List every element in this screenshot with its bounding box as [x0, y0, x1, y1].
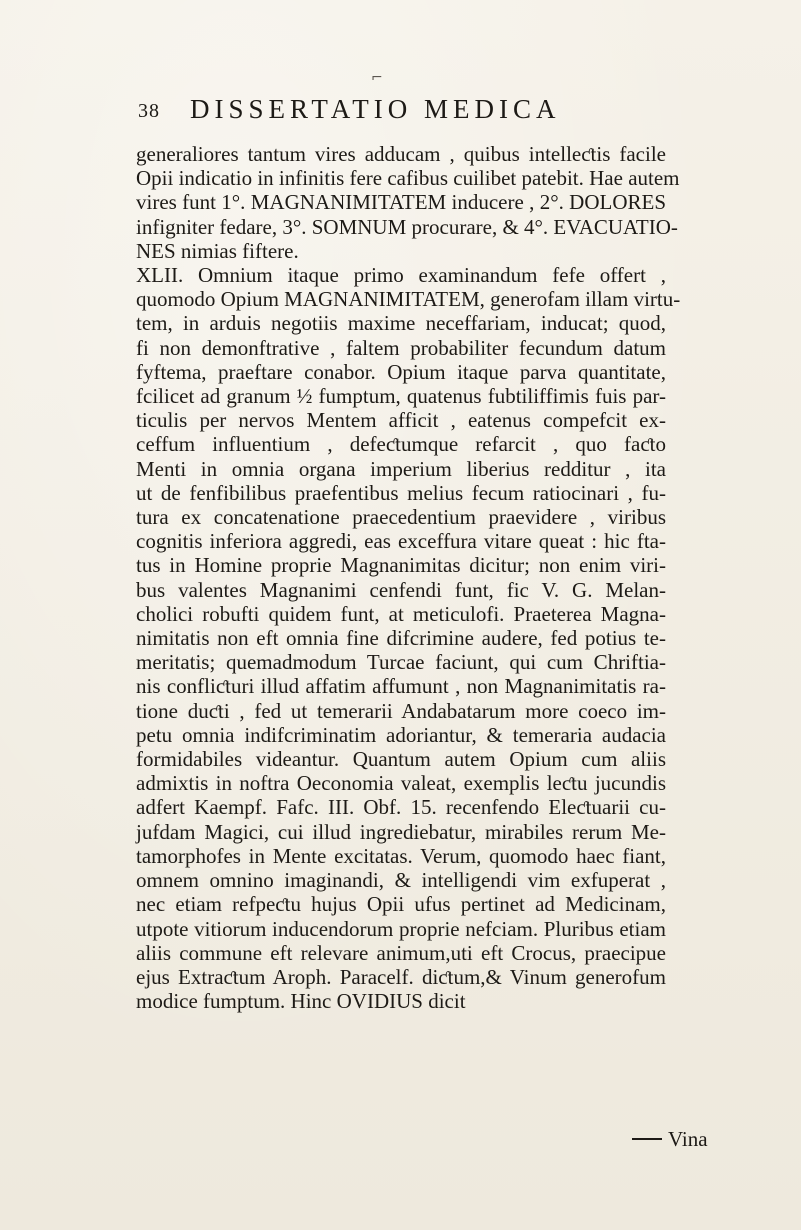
- text-line: tus in Homine proprie Magnanimitas dicitur; non enim viri-: [136, 553, 666, 578]
- body-text: [136, 142, 681, 1014]
- text-line: petu omnia indifcriminatim adoriantur, & temeraria audacia: [136, 722, 666, 747]
- page-number: 38: [138, 100, 160, 122]
- text-line: bus valentes Magnanimi cenfendi funt, fic V. G. Melan-: [136, 577, 666, 602]
- text-line: admixtis in noftra Oeconomia valeat, exemplis leƈtu jucundis: [136, 771, 666, 796]
- text-line: utpote vitiorum inducendorum proprie nefciam. Pluribus etiam: [136, 916, 666, 941]
- text-line: aliis commune eft relevare animum,uti eft Crocus, praecipue: [136, 940, 666, 965]
- text-line: cognitis inferiora aggredi, eas exceffura vitare queat : hic fta-: [136, 529, 666, 554]
- text-line: modice fumptum. Hinc OVIDIUS dicit: [136, 989, 466, 1014]
- text-line: omnem omnino imaginandi, & intelligendi vim exfuperat ,: [136, 868, 666, 893]
- text-line: Opii indicatio in infinitis fere cafibus cuilibet patebit. Hae autem: [136, 166, 680, 191]
- text-line: quomodo Opium MAGNANIMITATEM, generofam illam virtu-: [136, 287, 681, 312]
- text-line: Menti in omnia organa imperium liberius redditur , ita: [136, 456, 666, 481]
- text-line: nimitatis non eft omnia fine difcrimine audere, fed potius te-: [136, 626, 666, 651]
- text-line: meritatis; quemadmodum Turcae faciunt, qui cum Chriftia-: [136, 650, 666, 675]
- running-title: DISSERTATIO MEDICA: [190, 94, 561, 124]
- text-line: fi non demonftrative , faltem probabiliter fecundum datum: [136, 335, 666, 360]
- text-line: generaliores tantum vires adducam , quibus intelleƈtis facile: [136, 142, 666, 166]
- text-line: tione duƈti , fed ut temerarii Andabatarum more coeco im-: [136, 698, 666, 723]
- text-line: vires funt 1°. MAGNANIMITATEM inducere , 2°. DOLORES: [136, 190, 666, 215]
- text-line: NES nimias fiftere.: [136, 238, 299, 263]
- text-line: tura ex concatenatione praecedentium praevidere , viribus: [136, 505, 666, 530]
- text-line: formidabiles videantur. Quantum autem Opium cum aliis: [136, 747, 666, 772]
- text-line: infigniter fedare, 3°. SOMNUM procurare, & 4°. EVACUATIO-: [136, 214, 678, 239]
- text-line: tamorphofes in Mente excitatas. Verum, quomodo haec fiant,: [136, 843, 666, 868]
- text-line: nec etiam refpeƈtu hujus Opii ufus pertinet ad Medicinam,: [136, 892, 666, 917]
- page-header: [138, 94, 668, 130]
- text-line: ceffum influentium , defeƈtumque refarcit , quo faƈto: [136, 432, 666, 457]
- text-line: ut de fenfibilibus praefentibus melius fecum ratiocinari , fu-: [136, 480, 666, 505]
- text-line: jufdam Magici, cui illud ingrediebatur, mirabiles rerum Me-: [136, 819, 666, 844]
- text-line: XLII. Omnium itaque primo examinandum fefe offert ,: [136, 263, 666, 288]
- catchword: Vina: [632, 1127, 708, 1152]
- text-line: cholici robufti quidem funt, at meticulofi. Praeterea Magna-: [136, 601, 666, 626]
- text-line: fcilicet ad granum ½ fumptum, quatenus fubtiliffimis fuis par-: [136, 384, 666, 409]
- text-line: ejus Extraƈtum Aroph. Paracelf. diƈtum,& Vinum generofum: [136, 964, 666, 989]
- text-line: tem, in arduis negotiis maxime neceffariam, inducat; quod,: [136, 311, 666, 336]
- text-line: adfert Kaempf. Fafc. III. Obf. 15. recenfendo Eleƈtuarii cu-: [136, 795, 666, 820]
- text-line: nis confliƈturi illud affatim affumunt , non Magnanimitatis ra-: [136, 674, 666, 699]
- text-line: ticulis per nervos Mentem afficit , eatenus compefcit ex-: [136, 408, 666, 433]
- top-corner-mark: ⌐: [371, 70, 383, 86]
- text-line: fyftema, praeftare conabor. Opium itaque parva quantitate,: [136, 359, 666, 384]
